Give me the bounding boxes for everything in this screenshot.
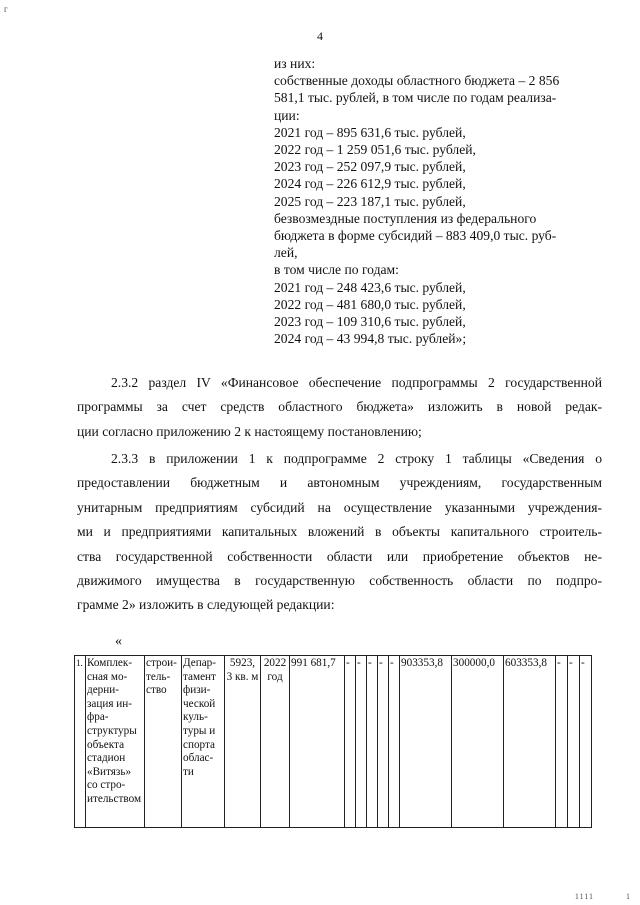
cell-dash: - xyxy=(389,656,400,828)
cell-total: 991 681,7 xyxy=(290,656,345,828)
budget-line: 2022 год – 1 259 051,6 тыс. рублей, xyxy=(274,142,476,158)
page-number: 4 xyxy=(317,29,323,43)
budget-line: 2024 год – 43 994,8 тыс. рублей»; xyxy=(274,331,467,347)
budget-line: 2021 год – 248 423,6 тыс. рублей, xyxy=(274,279,466,295)
budget-line: из них: xyxy=(274,56,316,71)
budget-line: 2021 год – 895 631,6 тыс. рублей, xyxy=(274,124,466,140)
paragraph-line: унитарным предприятиям субсидий на осуществление указанными учреждения- xyxy=(77,499,602,515)
paragraph-line: 2.3.2 раздел IV «Финансовое обеспечение подпрограммы 2 государственной xyxy=(111,375,602,390)
budget-line: 2023 год – 109 310,6 тыс. рублей, xyxy=(274,314,466,330)
budget-line: 2025 год – 223 187,1 тыс. рублей, xyxy=(274,193,466,209)
paragraph-2-3-3 xyxy=(77,447,602,618)
cell-dash: - xyxy=(556,656,568,828)
cell-dash: - xyxy=(378,656,389,828)
cell-dash: - xyxy=(356,656,367,828)
cell-department: Депар-тамент физи-ческой куль-туры и спорта облас-ти xyxy=(182,656,225,828)
budget-line: лей, xyxy=(274,245,298,261)
cell-value-2: 300000,0 xyxy=(452,656,504,828)
budget-line: 2022 год – 481 680,0 тыс. рублей, xyxy=(274,296,466,312)
budget-line: 2024 год – 226 612,9 тыс. рублей, xyxy=(274,176,466,192)
table-row-1 xyxy=(74,655,592,828)
footer-mark: 1111 xyxy=(574,892,594,901)
cell-value-1: 903353,8 xyxy=(400,656,452,828)
cell-dash: - xyxy=(568,656,580,828)
cell-dash: - xyxy=(367,656,378,828)
table-row xyxy=(75,656,592,828)
budget-line: в том числе по годам: xyxy=(274,262,399,278)
budget-line: ции: xyxy=(274,107,300,123)
cell-number: 1. xyxy=(75,656,86,828)
corner-mark: г xyxy=(4,4,8,14)
paragraph-line: ции согласно приложению 2 к настоящему постановлению; xyxy=(77,423,422,439)
cell-type: строи-тель-ство xyxy=(145,656,182,828)
opening-quote: « xyxy=(115,634,122,649)
paragraph-2-3-2 xyxy=(77,371,602,444)
budget-line: собственные доходы областного бюджета – 2 856 xyxy=(274,73,560,89)
footer-mark-2: 1 xyxy=(626,892,630,901)
cell-dash: - xyxy=(345,656,356,828)
cell-dash: - xyxy=(580,656,592,828)
cell-year: 2022 год xyxy=(261,656,290,828)
cell-object: Комплек-сная мо-дерни-зация ин-фра-структуры объекта стадион «Витязь» со стро-ительством xyxy=(86,656,145,828)
budget-line: бюджета в форме субсидий – 883 409,0 тыс. руб- xyxy=(274,228,557,244)
paragraph-line: движимого имущества в государственную собственность области по подпро- xyxy=(77,573,602,589)
budget-block xyxy=(274,55,592,347)
paragraph-line: ми и предприятиями капитальных вложений в объекты капитального строитель- xyxy=(77,524,602,540)
budget-line: 581,1 тыс. рублей, в том числе по годам реализа- xyxy=(274,90,557,106)
paragraph-line: грамме 2» изложить в следующей редакции: xyxy=(77,597,335,613)
cell-value-3: 603353,8 xyxy=(504,656,556,828)
paragraph-line: ства государственной собственности области или приобретение объектов не- xyxy=(77,548,602,564)
paragraph-line: 2.3.3 в приложении 1 к подпрограмме 2 строку 1 таблицы «Сведения о xyxy=(111,451,602,466)
cell-capacity: 5923, 3 кв. м xyxy=(225,656,261,828)
paragraph-line: программы за счет средств областного бюджета» изложить в новой редак- xyxy=(77,399,602,415)
budget-line: 2023 год – 252 097,9 тыс. рублей, xyxy=(274,159,466,175)
paragraph-line: предоставлении бюджетным и автономным учреждениям, государственным xyxy=(77,475,602,491)
budget-line: безвозмездные поступления из федерального xyxy=(274,210,537,226)
